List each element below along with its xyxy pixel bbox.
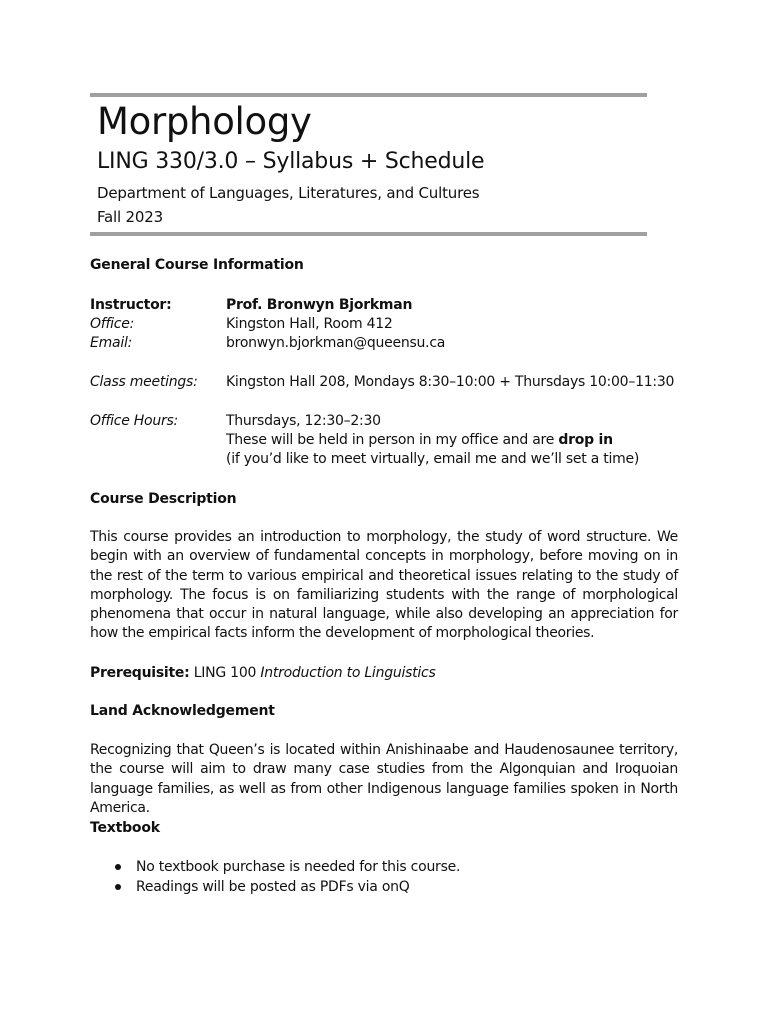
prerequisite-line xyxy=(90,664,436,683)
list-item xyxy=(90,877,460,897)
drop-in-emphasis: drop in xyxy=(558,432,613,448)
office-hours-time: Thursdays, 12:30–2:30 xyxy=(226,413,381,429)
list-item-text: Readings will be posted as PDFs via onQ xyxy=(136,879,410,895)
list-item xyxy=(90,857,460,877)
email-value[interactable]: bronwyn.bjorkman@queensu.ca xyxy=(226,335,446,351)
bullet-icon xyxy=(115,864,121,870)
header-bottom-rule xyxy=(90,232,647,236)
course-subtitle: LING 330/3.0 – Syllabus + Schedule xyxy=(97,149,485,174)
class-meetings-value: Kingston Hall 208, Mondays 8:30–10:00 + Thursdays 10:00–11:30 xyxy=(226,374,675,390)
office-hours-label: Office Hours: xyxy=(90,413,179,429)
department-name: Department of Languages, Literatures, and Cultures xyxy=(97,184,480,202)
list-item-text: No textbook purchase is needed for this course. xyxy=(136,859,461,875)
instructor-name: Prof. Bronwyn Bjorkman xyxy=(226,297,413,313)
textbook-heading: Textbook xyxy=(90,820,160,836)
land-acknowledgement-body: Recognizing that Queen’s is located within Anishinaabe and Haudenosaunee territory, the course will aim to draw many case studies from the Algonquian and Iroquoian language families, as well as from other Indigenous language families spoken in North America. xyxy=(90,742,678,816)
office-value: Kingston Hall, Room 412 xyxy=(226,316,393,332)
bullet-icon xyxy=(115,884,121,890)
office-hours-note-text: These will be held in person in my office and are xyxy=(226,432,559,448)
top-rule xyxy=(90,93,647,97)
general-info-heading: General Course Information xyxy=(90,257,304,273)
prerequisite-label: Prerequisite: xyxy=(90,665,190,681)
prerequisite-code: LING 100 xyxy=(189,665,261,681)
office-hours-virtual-note: (if you’d like to meet virtually, email me and we’ll set a time) xyxy=(226,451,640,467)
instructor-label: Instructor: xyxy=(90,297,172,313)
prerequisite-title: Introduction to Linguistics xyxy=(260,665,436,681)
course-description-heading: Course Description xyxy=(90,491,237,507)
course-description-body: This course provides an introduction to morphology, the study of word structure. We begin with an overview of fundamental concepts in morphology, before moving on in the rest of the term to various empirical and theoretical issues relating to the study of morphology. The focus is on familiarizing students with the range of morphological phenomena that occur in natural language, while also developing an appreciation for how the empirical facts inform the development of morphological theories. xyxy=(90,529,678,642)
office-label: Office: xyxy=(90,316,135,332)
term-label: Fall 2023 xyxy=(97,208,163,226)
textbook-list xyxy=(90,857,460,897)
land-acknowledgement-heading: Land Acknowledgement xyxy=(90,703,275,719)
office-hours-note xyxy=(226,431,613,450)
page-title: Morphology xyxy=(97,100,312,143)
email-label: Email: xyxy=(90,335,133,351)
class-meetings-label: Class meetings: xyxy=(90,374,198,390)
